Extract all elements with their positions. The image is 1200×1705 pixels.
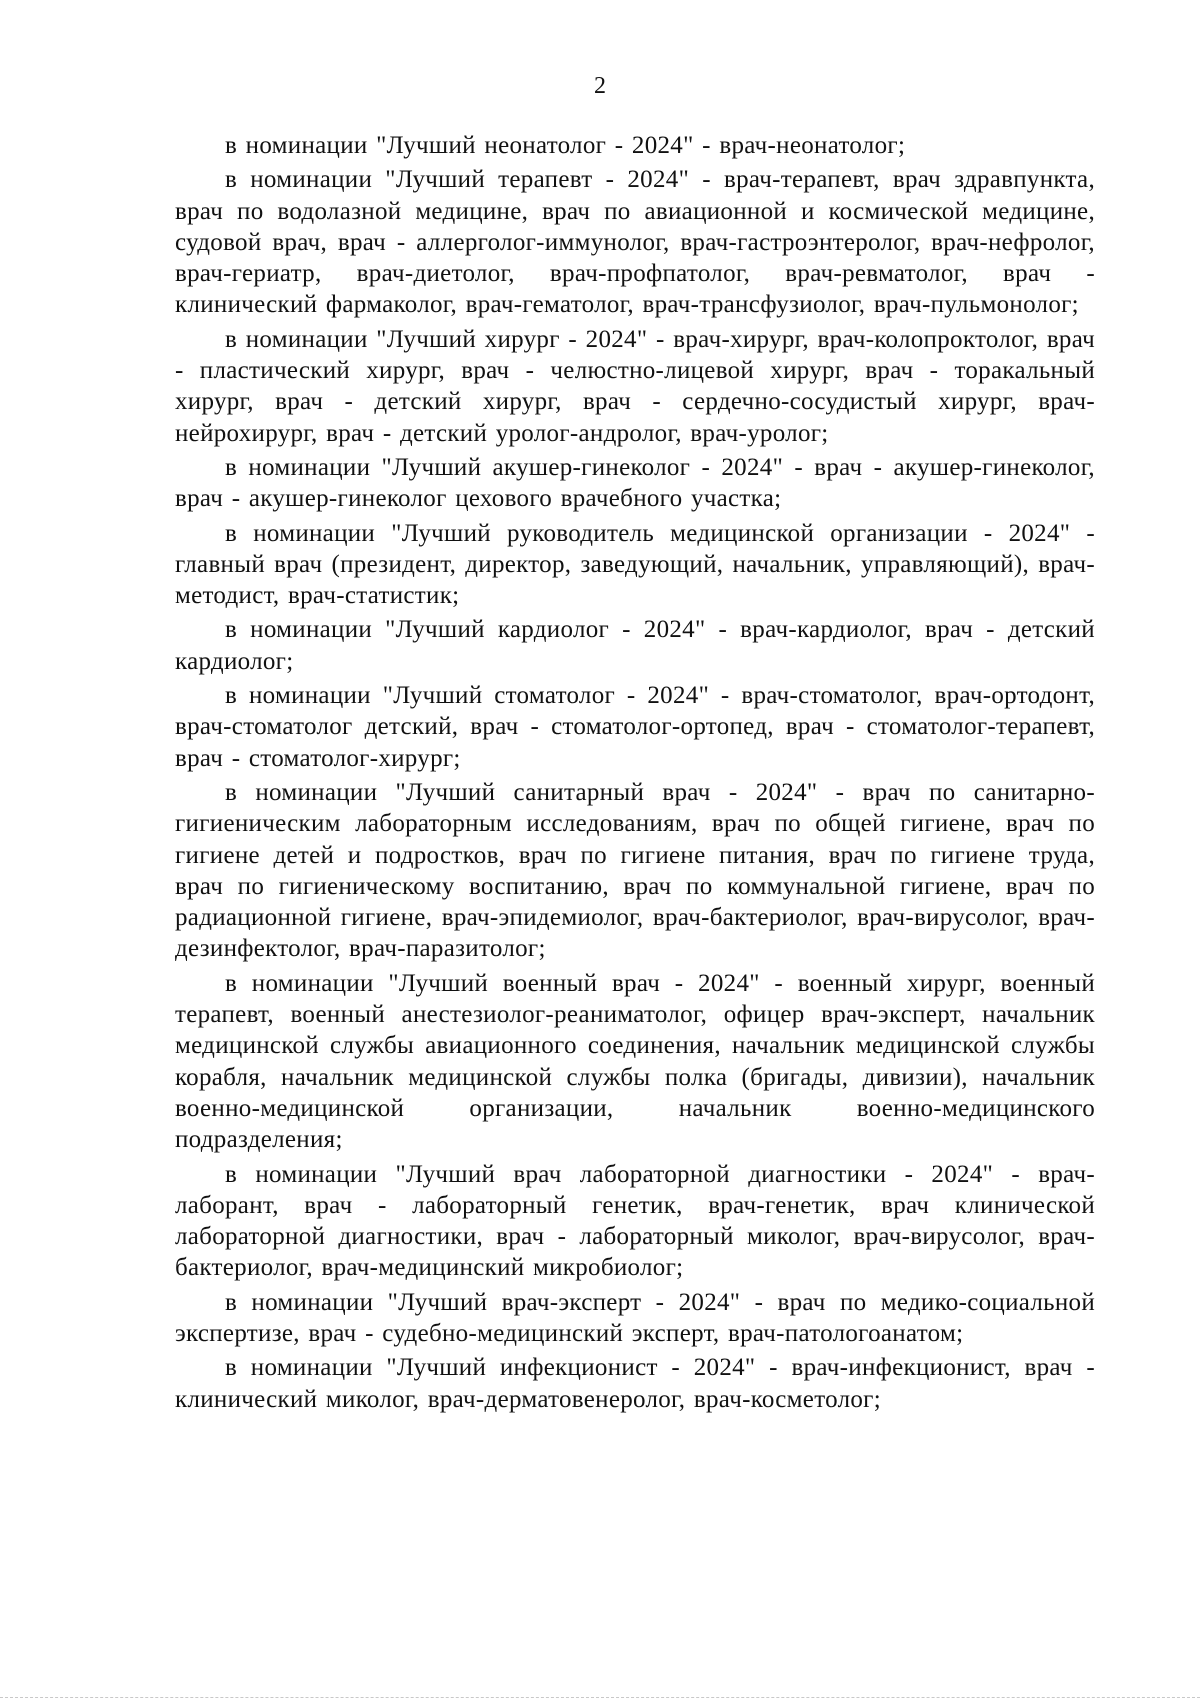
scan-edge-line: [0, 1697, 1200, 1699]
paragraph-sanitary-doctor: в номинации "Лучший санитарный врач - 2024" - врач по санитарно-гигиеническим лабораторным исследованиям, врач по общей гигиене, врач по гигиене детей и подростков, врач по гигиене питания, врач по гигиене труда, врач по гигиеническому воспитанию, врач по коммунальной гигиене, врач по радиационной гигиене, врач-эпидемиолог, врач-бактериолог, врач-вирусолог, врач-дезинфектолог, врач-паразитолог;: [175, 778, 1095, 963]
paragraph-cardiologist: в номинации "Лучший кардиолог - 2024" - врач-кардиолог, врач - детский кардиолог;: [175, 616, 1095, 675]
paragraph-expert: в номинации "Лучший врач-эксперт - 2024" - врач по медико-социальной экспертизе, врач - судебно-медицинский эксперт, врач-патологоанатом;: [175, 1288, 1095, 1347]
paragraph-obstetrician: в номинации "Лучший акушер-гинеколог - 2024" - врач - акушер-гинеколог, врач - акушер-гинеколог цехового врачебного участка;: [175, 453, 1095, 513]
page-number: 2: [594, 73, 606, 99]
paragraph-surgeon: в номинации "Лучший хирург - 2024" - врач-хирург, врач-колопроктолог, врач - пластический хирург, врач - челюстно-лицевой хирург, врач - торакальный хирург, врач - детский хирург, врач - сердечно-сосудистый хирург, врач-нейрохирург, врач - детский уролог-андролог, врач-уролог;: [175, 325, 1095, 447]
paragraph-dentist: в номинации "Лучший стоматолог - 2024" - врач-стоматолог, врач-ортодонт, врач-стоматолог детский, врач - стоматолог-ортопед, врач - стоматолог-терапевт, врач - стоматолог-хирург;: [175, 682, 1095, 772]
paragraph-neonatologist: в номинации "Лучший неонатолог - 2024" - врач-неонатолог;: [225, 132, 906, 159]
paragraph-head-of-organization: в номинации "Лучший руководитель медицинской организации - 2024" - главный врач (президент, директор, заведующий, начальник, управляющий), врач-методист, врач-статистик;: [175, 519, 1095, 610]
paragraph-therapist: в номинации "Лучший терапевт - 2024" - врач-терапевт, врач здравпункта, врач по водолазной медицине, врач по авиационной и космической медицине, судовой врач, врач - аллерголог-иммунолог, врач-гастроэнтеролог, врач-нефролог, врач-гериатр, врач-диетолог, врач-профпатолог, врач-ревматолог, врач - клинический фармаколог, врач-гематолог, врач-трансфузиолог, врач-пульмонолог;: [175, 166, 1095, 319]
nominations-text: [175, 130, 1095, 1415]
paragraph-infectionist: в номинации "Лучший инфекционист - 2024" - врач-инфекционист, врач - клинический миколог, врач-дерматовенеролог, врач-косметолог;: [175, 1354, 1095, 1413]
paragraph-lab-diagnostics: в номинации "Лучший врач лабораторной диагностики - 2024" - врач-лаборант, врач - лабораторный генетик, врач-генетик, врач клинической лабораторной диагностики, врач - лабораторный миколог, врач-вирусолог, врач-бактериолог, врач-медицинский микробиолог;: [175, 1160, 1095, 1282]
paragraph-military-doctor: в номинации "Лучший военный врач - 2024" - военный хирург, военный терапевт, военный анестезиолог-реаниматолог, офицер врач-эксперт, начальник медицинской службы авиационного соединения, начальник медицинской службы корабля, начальник медицинской службы полка (бригады, дивизии), начальник военно-медицинской организации, начальник военно-медицинского подразделения;: [175, 969, 1095, 1154]
